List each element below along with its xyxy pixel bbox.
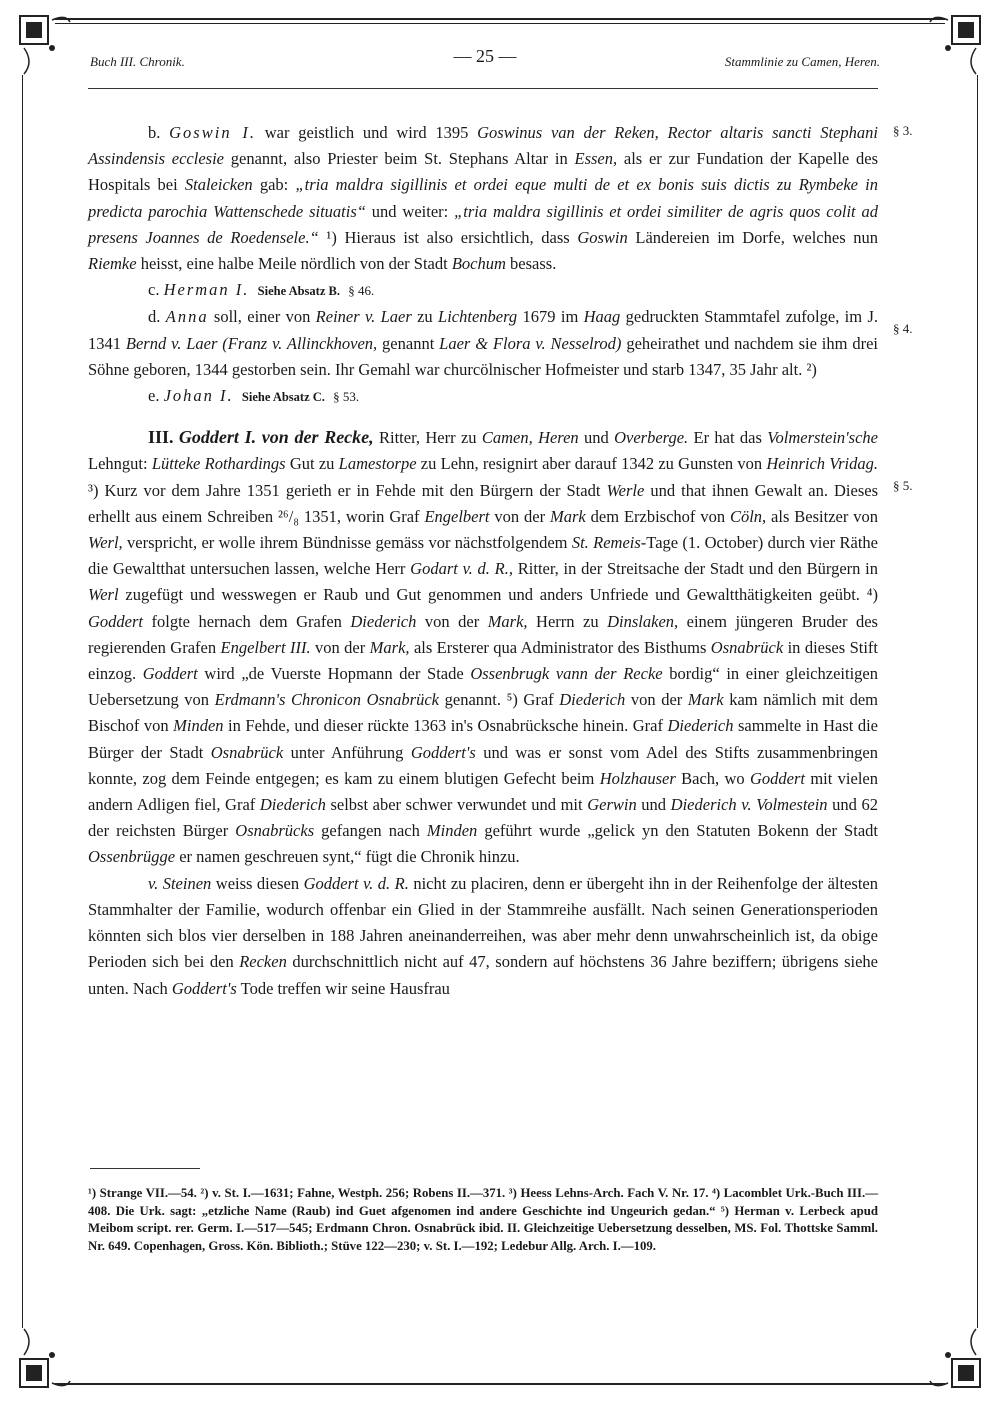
italic-run: Goddert v. d. R. xyxy=(303,873,409,893)
text-run: durchschnittlich nicht auf 47, sondern auf höchstens 36 Jahre beziffern; übrigens siehe unten. Nach xyxy=(88,952,878,998)
text-run: folgte hernach dem Grafen xyxy=(143,611,351,631)
text-run: heisst, eine halbe Meile nördlich von der Stadt xyxy=(136,254,452,274)
italic-run: Minden xyxy=(173,716,224,736)
section-gap xyxy=(88,410,878,424)
italic-run: Goddert's xyxy=(171,978,237,998)
text-run: kam nämlich mit dem Bischof von xyxy=(88,690,878,736)
text-run: Ländereien im Dorfe, welches nun xyxy=(627,227,878,247)
margin-section-3: § 3. xyxy=(893,123,913,138)
text-run: Er hat das xyxy=(688,428,768,448)
italic-run: Diederich xyxy=(559,690,626,710)
text-run: dem Erzbischof von xyxy=(585,506,730,526)
text-run: bordig“ in einer gleichzeitigen Uebersetzung von xyxy=(88,664,878,710)
text-run: einem jüngeren Bruder des regierenden Grafen xyxy=(88,611,878,657)
text-run: gab: xyxy=(252,175,296,195)
text-run: ³) Kurz vor dem Jahre 1351 gerieth er in Fehde mit den Bürgern der Stadt xyxy=(88,480,607,500)
paragraph-v-steinen xyxy=(88,871,878,1002)
corner-ornament-top-left-icon xyxy=(12,8,72,78)
italic-run: Diederich v. Volmestein xyxy=(670,795,828,815)
text-run: wird „de Vuerste Hopmann der Stade xyxy=(197,664,471,684)
italic-run: v. Steinen xyxy=(148,873,212,893)
italic-run: Werl, xyxy=(88,533,123,553)
text-run: und xyxy=(636,795,671,815)
text-run: weiss diesen xyxy=(211,873,304,893)
text-run: ¹) Hieraus ist also ersichtlich, dass xyxy=(318,227,578,247)
person-name: Goswin I. xyxy=(169,123,256,142)
margin-section-5: § 5. xyxy=(893,478,913,493)
item-label: e. xyxy=(148,386,160,406)
paragraph-c xyxy=(88,277,878,304)
italic-run: Cöln, xyxy=(729,506,767,526)
italic-run: Essen, xyxy=(574,149,618,169)
italic-run: Werle xyxy=(606,480,645,500)
text-run: und 62 der reichsten Bürger xyxy=(88,795,879,841)
text-run: mit vielen andern Adligen fiel, Graf xyxy=(88,768,878,815)
text-run: sammelte in Hast die Bürger der Stadt xyxy=(88,716,878,762)
italic-run: Goddert xyxy=(750,768,805,788)
italic-run: Laer & Flora v. Nesselrod) xyxy=(439,333,622,353)
italic-run: Volmerstein'sche xyxy=(767,428,879,448)
text-run: war geistlich und wird 1395 xyxy=(255,123,478,142)
text-run: Herrn zu xyxy=(527,611,608,631)
italic-run: Holzhauser xyxy=(599,768,676,788)
italic-run: Diederich xyxy=(259,795,326,815)
frame-right-rule xyxy=(977,75,978,1328)
section-heading-number: III. xyxy=(148,427,174,448)
header-rule xyxy=(88,88,878,89)
italic-run: Mark, xyxy=(487,611,528,631)
corner-ornament-bottom-left-icon xyxy=(12,1325,72,1395)
page-number: — 25 — xyxy=(453,46,517,66)
footnote-rule xyxy=(90,1168,200,1169)
paragraph-iii xyxy=(88,424,878,870)
section-reference: § 53. xyxy=(333,389,360,405)
italic-run: Lamestorpe xyxy=(338,454,417,474)
italic-run: Gerwin xyxy=(587,795,637,815)
text-run: und that ihnen Gewalt an. Dieses erhellt aus einem Schreiben ²⁶/₈ 1351, worin Graf xyxy=(88,480,879,526)
italic-run: Heinrich Vridag. xyxy=(766,454,878,474)
italic-run: Mark, xyxy=(369,637,410,657)
italic-run: Overberge. xyxy=(614,428,689,448)
text-run: verspricht, er wolle ihrem Bündnisse gemäss vor nächstfolgendem xyxy=(122,533,572,553)
header-left: Buch III. Chronik. xyxy=(90,54,185,69)
italic-run: Lichtenberg xyxy=(438,307,518,327)
italic-run: Goddert xyxy=(88,611,143,631)
text-run: und xyxy=(578,428,615,448)
text-run: als er zur Fundation der Kapelle des Hospitals bei xyxy=(88,149,878,195)
italic-run: Diederich xyxy=(667,716,734,736)
person-name: Herman I. xyxy=(163,280,250,300)
paragraph-e xyxy=(88,383,878,410)
italic-run: Engelbert III. xyxy=(220,637,311,657)
text-run: -Tage (1. October) durch vier Räthe die Gewaltthat untersuchen lassen, welche Herr xyxy=(88,533,879,579)
text-run: besass. xyxy=(505,254,557,274)
text-run: geheirathet und nachdem sie ihm drei Söhne geboren, 1344 gestorben sein. Ihr Gemahl war churcölnischer Hofmeister und starb 1347, 35 Jahr alt. ²) xyxy=(88,333,879,379)
italic-run: „tria maldra sigillinis et ordei similiter de agris quos colit ad presens Joannes de Roedensele.“ xyxy=(88,201,879,247)
text-run: von der xyxy=(416,611,488,631)
text-run: zu Lehn, resignirt aber darauf 1342 zu Gunsten von xyxy=(416,454,767,474)
italic-run: Haag xyxy=(583,307,621,327)
text-run: genannt. ⁵) Graf xyxy=(439,690,560,710)
text-run: in dieses Stift einzog. xyxy=(88,637,878,684)
italic-run: Mark xyxy=(687,690,724,710)
item-label: d. xyxy=(148,307,161,327)
italic-run: Reiner v. Laer xyxy=(315,307,412,327)
italic-run: Riemke xyxy=(88,254,137,274)
italic-run: Dinslaken, xyxy=(607,611,679,631)
section-reference: § 46. xyxy=(348,283,375,299)
body-text xyxy=(88,120,878,1002)
running-header xyxy=(90,46,880,76)
corner-ornament-bottom-right-icon xyxy=(928,1325,988,1395)
footnotes: ¹) Strange VII.—54. ²) v. St. I.—1631; Fahne, Westph. 256; Robens II.—371. ³) Heess Lehns-Arch. Fach V. Nr. 17. ⁴) Lacomblet Urk.-Buch III.—408. Die Urk. sagt: „etzliche Name (Raub) ind Guet afgenomen ind andere Geschichte ind Ungeurich gedan.“ ⁵) Herman v. Lerbeck apud Meibom script. rer. Germ. I.—517—545; Erdmann Chron. Osnabrück ibid. II. Gleichzeitige Uebersetzung desselben, MS. Fol. Thottske Samml. Nr. 649. Copenhagen, Gross. Kön. Biblioth.; Stüve 122—230; v. St. I.—192; Ledebur Allg. Arch. I.—109. xyxy=(88,1186,878,1253)
italic-run: Osnabrück xyxy=(210,742,284,762)
text-run: von der xyxy=(625,690,688,710)
text-run: geführt wurde „gelick yn den Statuten Bokenn der Stadt xyxy=(477,821,878,841)
text-run: gefangen nach xyxy=(314,821,427,841)
frame-left-rule xyxy=(22,75,23,1328)
corner-ornament-top-right-icon xyxy=(928,8,988,78)
text-run: als Ersterer qua Administrator des Bisthums xyxy=(409,637,711,657)
italic-run: Ossenbrügge xyxy=(88,847,176,867)
text-run: von der xyxy=(310,637,370,657)
italic-run: Camen, Heren xyxy=(481,428,579,448)
cross-reference: Siehe Absatz C. xyxy=(241,390,325,405)
text-run: Bach, wo xyxy=(675,768,750,788)
text-run: Ritter, Herr zu xyxy=(373,428,482,448)
item-label: c. xyxy=(148,280,160,300)
italic-run: Ossenbrugk vann der Recke xyxy=(470,664,663,684)
text-run: Gut zu xyxy=(285,454,339,474)
person-name: Anna xyxy=(165,307,209,327)
text-run: zugefügt und wesswegen er Raub und Gut genommen und anders Unfriede und Gewaltthätigkeiten geübt. ⁴) xyxy=(118,585,878,605)
italic-run: „tria maldra sigillinis et ordei eque multi de et ex bonis suis dictis zu Rymbeke in predicta parochia Wattenschede situatis“ xyxy=(88,175,878,221)
text-run: zu xyxy=(411,307,439,327)
item-label: b. xyxy=(148,123,161,142)
italic-run: Mark xyxy=(550,506,586,526)
italic-run: Erdmann's Chronicon Osnabrück xyxy=(214,690,440,710)
text-run: er namen geschreuen synt,“ fügt die Chronik hinzu. xyxy=(175,847,520,867)
italic-run: Goddert's xyxy=(410,742,476,762)
italic-run: Engelbert xyxy=(424,506,490,526)
text-run: unter Anführung xyxy=(283,742,411,762)
italic-run: Osnabrück xyxy=(710,637,784,657)
text-run: gedruckten Stammtafel zufolge, im J. 1341 xyxy=(88,307,878,353)
frame-top-rule xyxy=(55,18,945,20)
text-run: genannt, also Priester beim St. Stephans Altar in xyxy=(223,149,575,169)
italic-run: Minden xyxy=(426,821,478,841)
italic-run: Goddert xyxy=(142,664,198,684)
paragraph-d xyxy=(88,304,878,383)
text-run: nicht zu placiren, denn er übergeht ihn in der Reihenfolge der ältesten Stammhalter der Familie, wodurch offenbar ein Glied in der Stammreihe ausfällt. Nach seinen Generationsperioden könnten sich blos vier derselben in 188 Jahren aneinanderreihen, was aber mehr denn unwahrscheinlich ist, da obige Perioden sich bei den xyxy=(88,873,878,972)
section-heading-name: Goddert I. von der Recke, xyxy=(178,427,374,448)
text-run: Tode treffen wir seine Hausfrau xyxy=(236,978,450,998)
italic-run: Staleicken xyxy=(184,175,253,195)
text-run: Ritter, in der Streitsache der Stadt und den Bürgern in xyxy=(513,559,878,579)
text-run: und was er sonst vom Adel des Stifts zusammenbringen konnte, zog dem Feinde entgegen; es kam zu einem blutigen Gefecht beim xyxy=(88,742,878,788)
italic-run: Werl xyxy=(88,585,119,605)
italic-run: Recken xyxy=(239,952,287,972)
italic-run: St. Remeis xyxy=(571,533,641,553)
frame-top-inner-rule xyxy=(55,23,945,24)
italic-run: Goswin xyxy=(577,227,628,247)
italic-run: Bernd v. Laer (Franz v. Allinckhoven, xyxy=(125,333,378,353)
paragraph-b xyxy=(88,120,878,277)
italic-run: Diederich xyxy=(350,611,417,631)
text-run: selbst aber schwer verwundet und mit xyxy=(325,795,588,815)
text-run: 1679 im xyxy=(517,307,584,327)
italic-run: Bochum xyxy=(451,254,506,274)
cross-reference: Siehe Absatz B. xyxy=(257,284,340,299)
text-run: soll, einer von xyxy=(208,307,316,327)
italic-run: Godart v. d. R., xyxy=(410,559,514,579)
margin-section-4: § 4. xyxy=(893,321,913,336)
person-name: Johan I. xyxy=(163,386,234,406)
text-run: Lehngut: xyxy=(88,454,152,474)
italic-run: Stephani Assindensis ecclesie xyxy=(88,123,879,169)
italic-run: Lütteke Rothardings xyxy=(151,454,286,474)
text-run: genannt xyxy=(377,333,440,353)
text-run: als Besitzer von xyxy=(766,506,878,526)
text-run: von der xyxy=(489,506,551,526)
header-right: Stammlinie zu Camen, Heren. xyxy=(724,54,880,69)
text-run: und weiter: xyxy=(365,201,455,221)
italic-run: Osnabrücks xyxy=(235,821,315,841)
italic-run: Goswinus van der Reken, Rector altaris sancti xyxy=(477,123,812,142)
text-run: in Fehde, und dieser rückte 1363 in's Osnabrücksche hinein. Graf xyxy=(223,716,668,736)
frame-bottom-rule xyxy=(55,1383,945,1385)
